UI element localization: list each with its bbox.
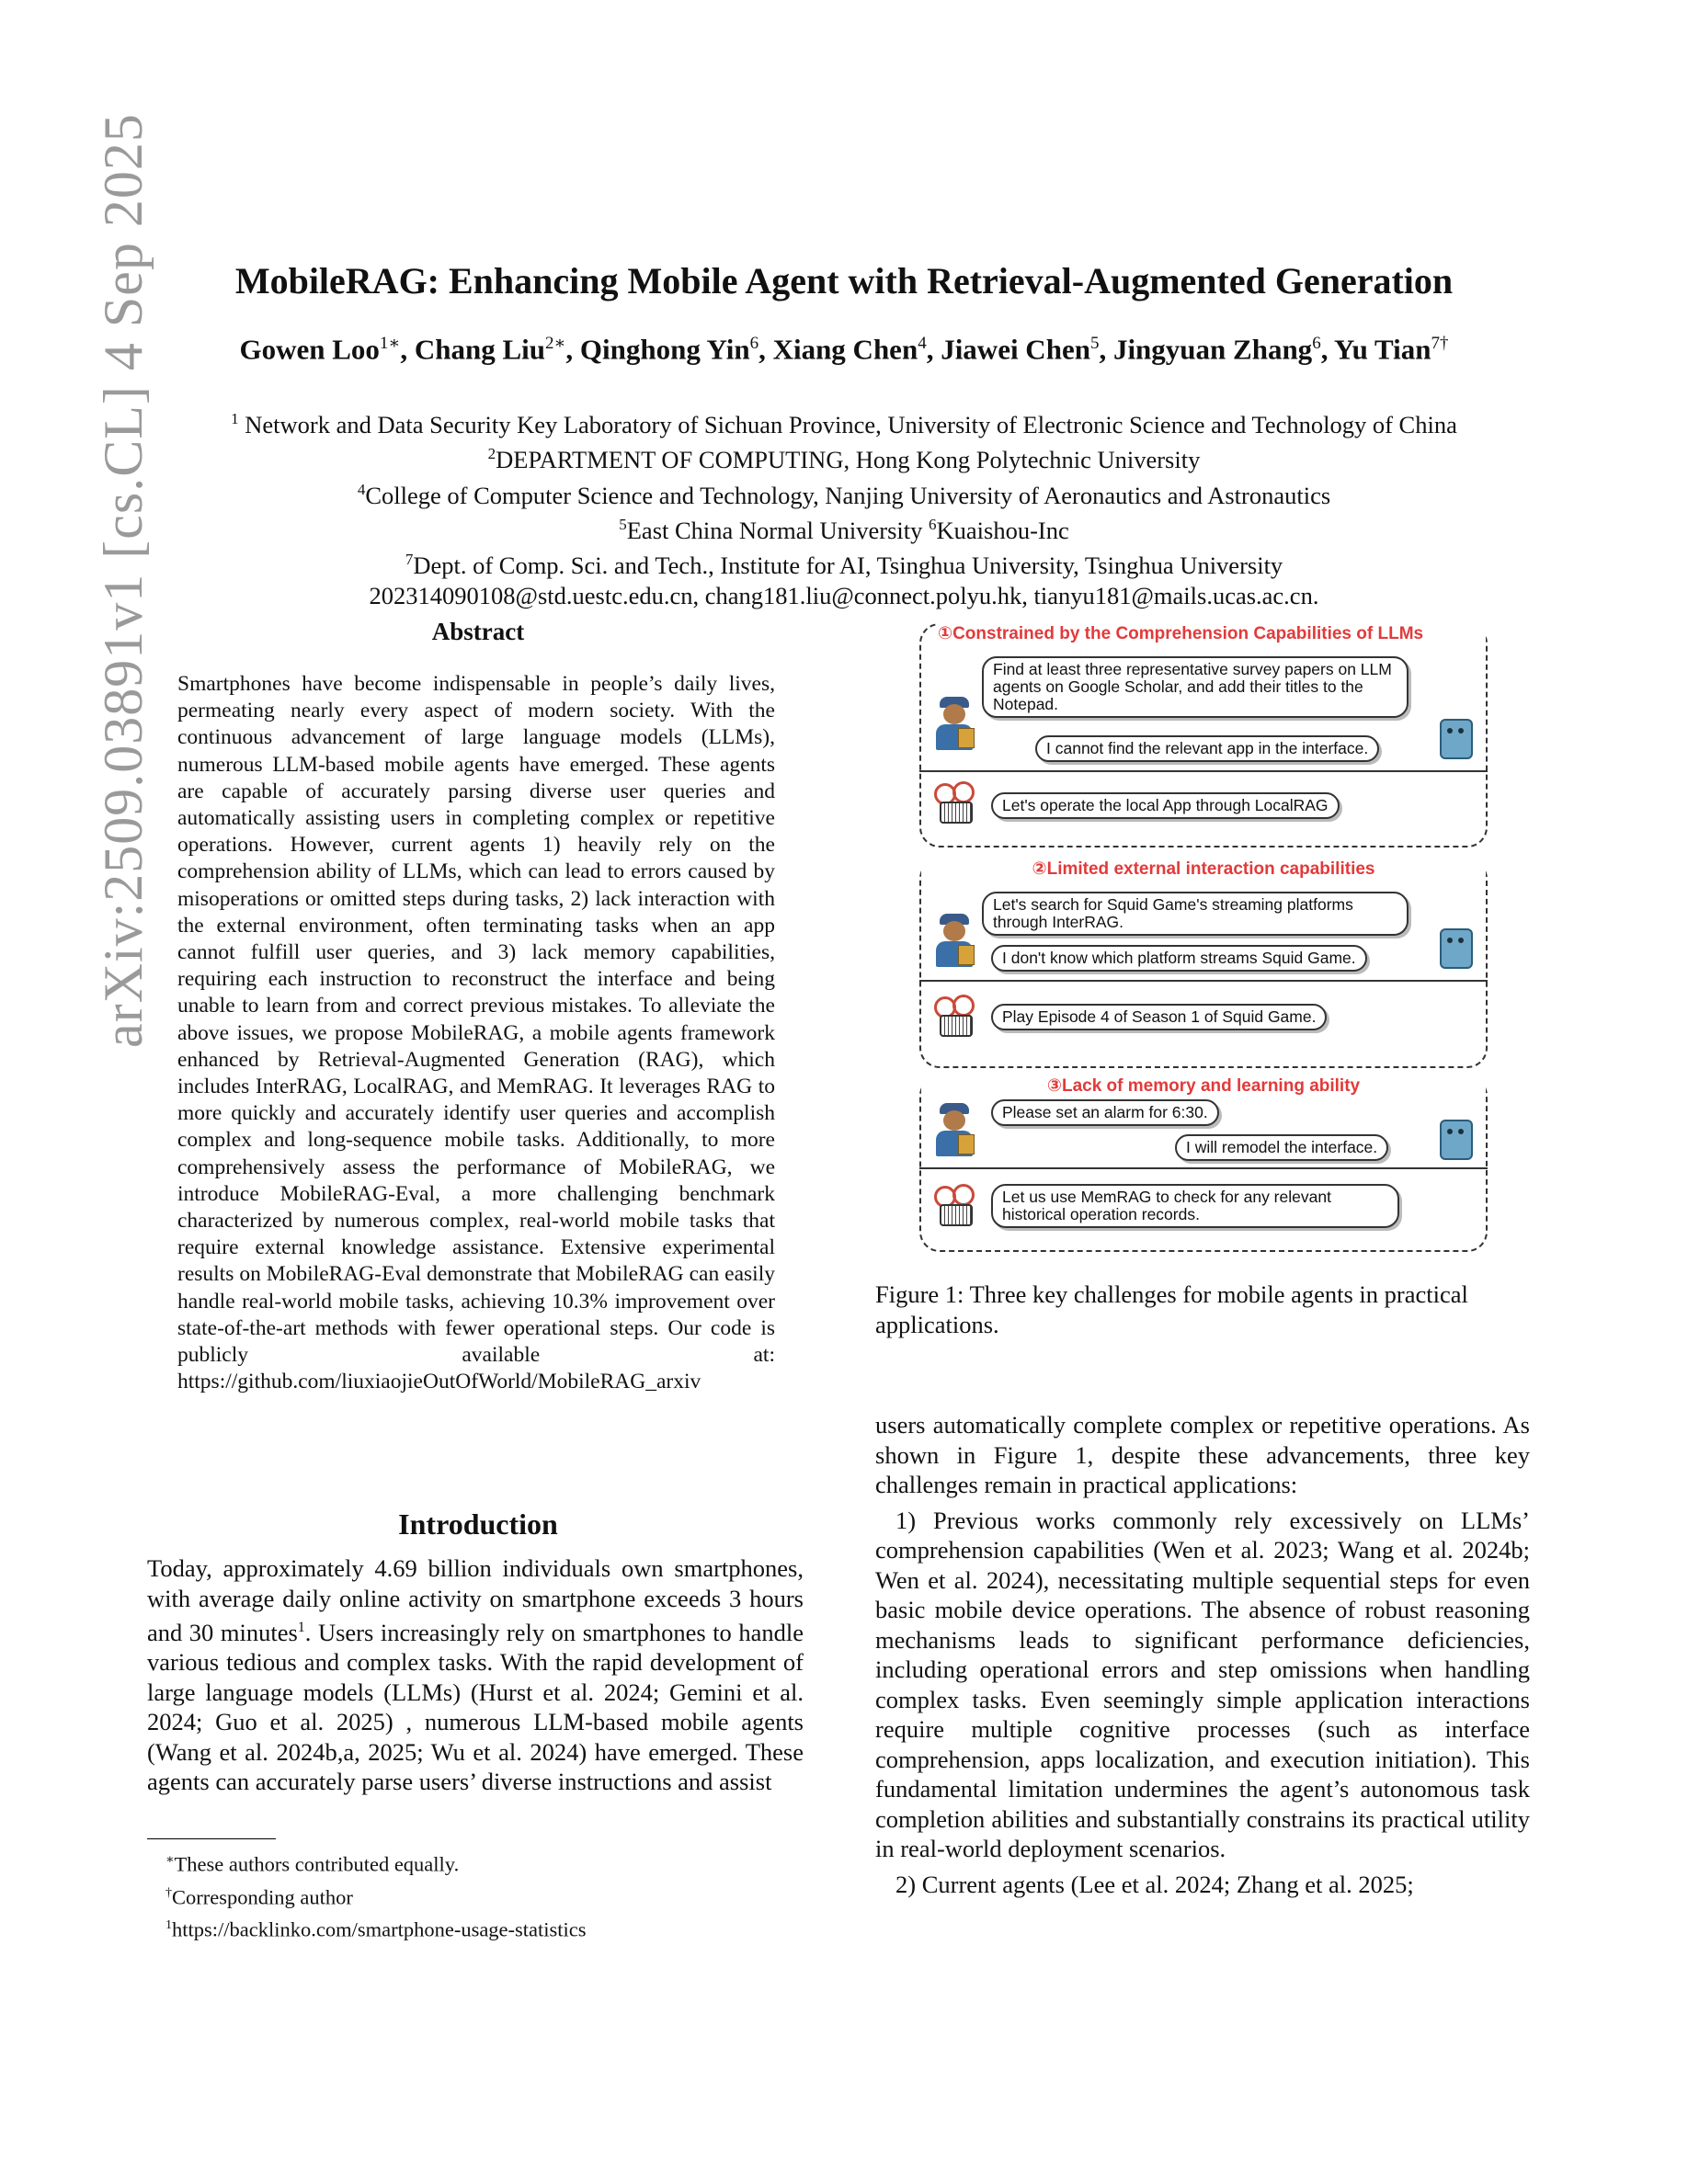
abstract-text: Smartphones have become indispensable in people’s daily lives, permeating nearly every aspect of modern society. With the continuous advancement of large language models (LLMs), numerous LLM-based mobile agents have emerged. These agents are capable of accurately parsing diverse user queries and automatically assisting users in completing complex or repetitive operations. However, current agents 1) heavily rely on the comprehension ability of LLMs, which can lead to errors caused by misoperations or omitted steps during tasks, 2) lack interaction with the external environment, often terminating tasks when an app cannot fulfill user queries, and 3) lack memory capabilities, requiring each instruction to reconstruct the interface and being unable to learn from and correct previous mistakes. To alleviate the above issues, we propose MobileRAG, a mobile agents framework enhanced by Retrieval-Augmented Generation (RAG), which includes InterRAG, LocalRAG, and MemRAG. It leverages RAG to more quickly and accurately identify user queries and accomplish complex and long-sequence mobile tasks. Additionally, to more comprehensively assess the performance of MobileRAG, we introduce MobileRAG-Eval, a more challenging benchmark characterized by numerous complex, real-world mobile tasks that require external knowledge assistance. Extensive experimental results on MobileRAG-Eval demonstrate that MobileRAG can easily handle real-world mobile tasks, achieving 10.3% improvement over state-of-the-art methods with fewer operational steps. Our code is publicly available at: https://github.com/liuxiaojieOutOfWorld/MobileRAG_arxiv (177, 672, 775, 1394)
panel-title: ①Constrained by the Comprehension Capabilities of LLMs (938, 623, 1486, 644)
footnote-text: These authors contributed equally. (174, 1852, 460, 1876)
footnote-mark: † (165, 1885, 172, 1900)
affiliation-text: East China Normal University (626, 516, 929, 544)
panel-divider (919, 770, 1488, 772)
paragraph: users automatically complete complex or repetitive operations. As shown in Figure 1, despite these advancements, three key challenges remain in practical applications: (875, 1411, 1530, 1498)
user-message-bubble: Let's search for Squid Game's streaming platforms through InterRAG. (982, 892, 1409, 936)
panel-title: ③Lack of memory and learning ability (921, 1075, 1486, 1097)
intro-text-part: Today, approximately 4.69 billion individuals own smartphones, with average daily online activity on smartphone exceeds 3 hours and 30 minutes (147, 1554, 804, 1646)
footnote-mark: ∗ (165, 1853, 175, 1867)
affiliation-mark: 7 (405, 551, 414, 569)
author: Jiawei Chen (941, 333, 1090, 366)
affiliation-mark: 6 (929, 515, 937, 533)
footnote-rule (147, 1838, 276, 1839)
introduction-text (147, 1553, 804, 1797)
challenge-panel-1 (919, 623, 1488, 847)
author: Jingyuan Zhang (1112, 333, 1313, 366)
author-emails: 202314090108@std.uestc.edu.cn, chang181.liu@connect.polyu.hk, tianyu181@mails.ucas.ac.cn. (369, 581, 1319, 609)
rag-module-icon (929, 1184, 978, 1226)
author-mark: 2∗ (545, 334, 566, 353)
affiliation-text: College of Computer Science and Technology, Nanjing University of Aeronautics and Astronautics (365, 481, 1331, 509)
user-avatar-icon (934, 1103, 975, 1156)
affiliations (110, 404, 1578, 610)
abstract-heading: Abstract (431, 618, 525, 645)
paper-title: MobileRAG: Enhancing Mobile Agent with Retrieval-Augmented Generation (234, 260, 1454, 301)
author-list: Gowen Loo$^{1∗}$, Chang Liu$^{2∗}$, Qinghong Yin$^6$, Xiang Chen$^4$, Jiawei Chen$^5$, Jingyuan Zhang$^6$, Yu Tian$^{7\dagger}$ (239, 333, 1449, 366)
agent-message-bubble: I cannot find the relevant app in the interface. (1035, 735, 1379, 762)
user-message-bubble: Find at least three representative survey papers on LLM agents on Google Scholar, and add their titles to the Notepad. (982, 656, 1409, 718)
arxiv-identifier: arXiv:2509.03891v1 [cs.CL] 4 Sep 2025 (93, 113, 154, 1048)
figure-1 (919, 623, 1489, 1254)
author: Qinghong Yin (579, 333, 750, 366)
footnotes (165, 1846, 809, 1944)
affiliation-mark: 5 (619, 515, 627, 533)
affiliation (110, 545, 1578, 580)
author: Chang Liu (414, 333, 545, 366)
user-avatar-icon (934, 914, 975, 967)
affiliation-text: Kuaishou-Inc (936, 516, 1069, 544)
author-mark: 5 (1089, 334, 1100, 353)
intro-text-part: . Users increasingly rely on smartphones to handle various tedious and complex tasks. With the rapid development of large language models (LLMs) (Hurst et al. 2024; Gemini et al. 2024; Guo et al. 2025) , numerous LLM-based mobile agents (Wang et al. 2024b,a, 2025; Wu et al. 2024) have emerged. These agents can accurately parse users’ diverse instructions and assist (147, 1618, 804, 1796)
footnote-ref: 1 (297, 1620, 305, 1635)
footnote-mark: 1 (165, 1918, 172, 1932)
affiliation (110, 404, 1578, 439)
affiliation-mark: 2 (487, 445, 496, 463)
footnote (165, 1911, 809, 1944)
footnote (165, 1846, 809, 1879)
rag-message-bubble: Let us use MemRAG to check for any relevant historical operation records. (991, 1184, 1399, 1228)
robot-agent-icon (1436, 923, 1473, 971)
author-mark: 1∗ (379, 334, 401, 353)
affiliation (110, 475, 1578, 510)
challenge-panel-3 (919, 1075, 1488, 1252)
affiliation-text: DEPARTMENT OF COMPUTING, Hong Kong Polytechnic University (496, 446, 1201, 474)
user-message-bubble: Please set an alarm for 6:30. (991, 1099, 1219, 1126)
author: Xiang Chen (772, 333, 918, 366)
author: Gowen Loo (239, 333, 380, 366)
paragraph: 1) Previous works commonly rely excessively on LLMs’ comprehension capabilities (Wen et al. 2023; Wang et al. 2024b; Wen et al. 2024), necessitating multiple sequential steps for even basic mobile device operations. The absence of robust reasoning mechanisms leads to significant performance deficiencies, including operational errors and step omissions when handling complex tasks. Even seemingly simple application interactions require multiple cognitive processes (such as interface comprehension, apps localization, and execution initiation). This fundamental limitation undermines the agent’s autonomous task completion abilities and substantially constrains its practical utility in real-world deployment scenarios. (875, 1506, 1530, 1862)
rag-module-icon (929, 781, 978, 824)
author: Yu Tian (1334, 333, 1431, 366)
user-avatar-icon (934, 697, 975, 750)
panel-title: ②Limited external interaction capabilities (921, 859, 1486, 880)
affiliation-text: Dept. of Comp. Sci. and Tech., Institute for AI, Tsinghua University, Tsinghua University (413, 552, 1283, 580)
rag-message-bubble: Play Episode 4 of Season 1 of Squid Game. (991, 1004, 1327, 1030)
panel-divider (919, 1167, 1488, 1169)
author-mark: 7† (1431, 334, 1449, 353)
footnote-text: Corresponding author (172, 1885, 353, 1908)
agent-message-bubble: I don't know which platform streams Squid Game. (991, 945, 1367, 972)
author-mark: 6 (1312, 334, 1321, 353)
robot-agent-icon (1436, 713, 1473, 761)
introduction-heading: Introduction (398, 1507, 558, 1541)
affiliation (110, 510, 1578, 545)
author-mark: 4 (918, 334, 927, 353)
affiliation-mark: 1 (231, 410, 239, 427)
affiliation-text: Network and Data Security Key Laboratory of Sichuan Province, University of Electronic Science and Technology of China (238, 410, 1457, 438)
agent-message-bubble: I will remodel the interface. (1175, 1134, 1388, 1161)
figure-caption: Figure 1: Three key challenges for mobile agents in practical applications. (875, 1280, 1468, 1338)
rag-module-icon (929, 995, 978, 1037)
author-mark: 6 (749, 334, 759, 353)
footnote-text: https://backlinko.com/smartphone-usage-statistics (172, 1917, 587, 1941)
affiliation-mark: 4 (357, 480, 366, 498)
right-column-text (875, 1410, 1530, 1899)
robot-agent-icon (1436, 1114, 1473, 1162)
challenge-panel-2 (919, 859, 1488, 1068)
rag-message-bubble: Let's operate the local App through LocalRAG (991, 792, 1340, 819)
panel-divider (919, 980, 1488, 982)
affiliation (110, 439, 1578, 474)
footnote (165, 1879, 809, 1912)
paragraph: 2) Current agents (Lee et al. 2024; Zhang et al. 2025; (895, 1870, 1414, 1898)
